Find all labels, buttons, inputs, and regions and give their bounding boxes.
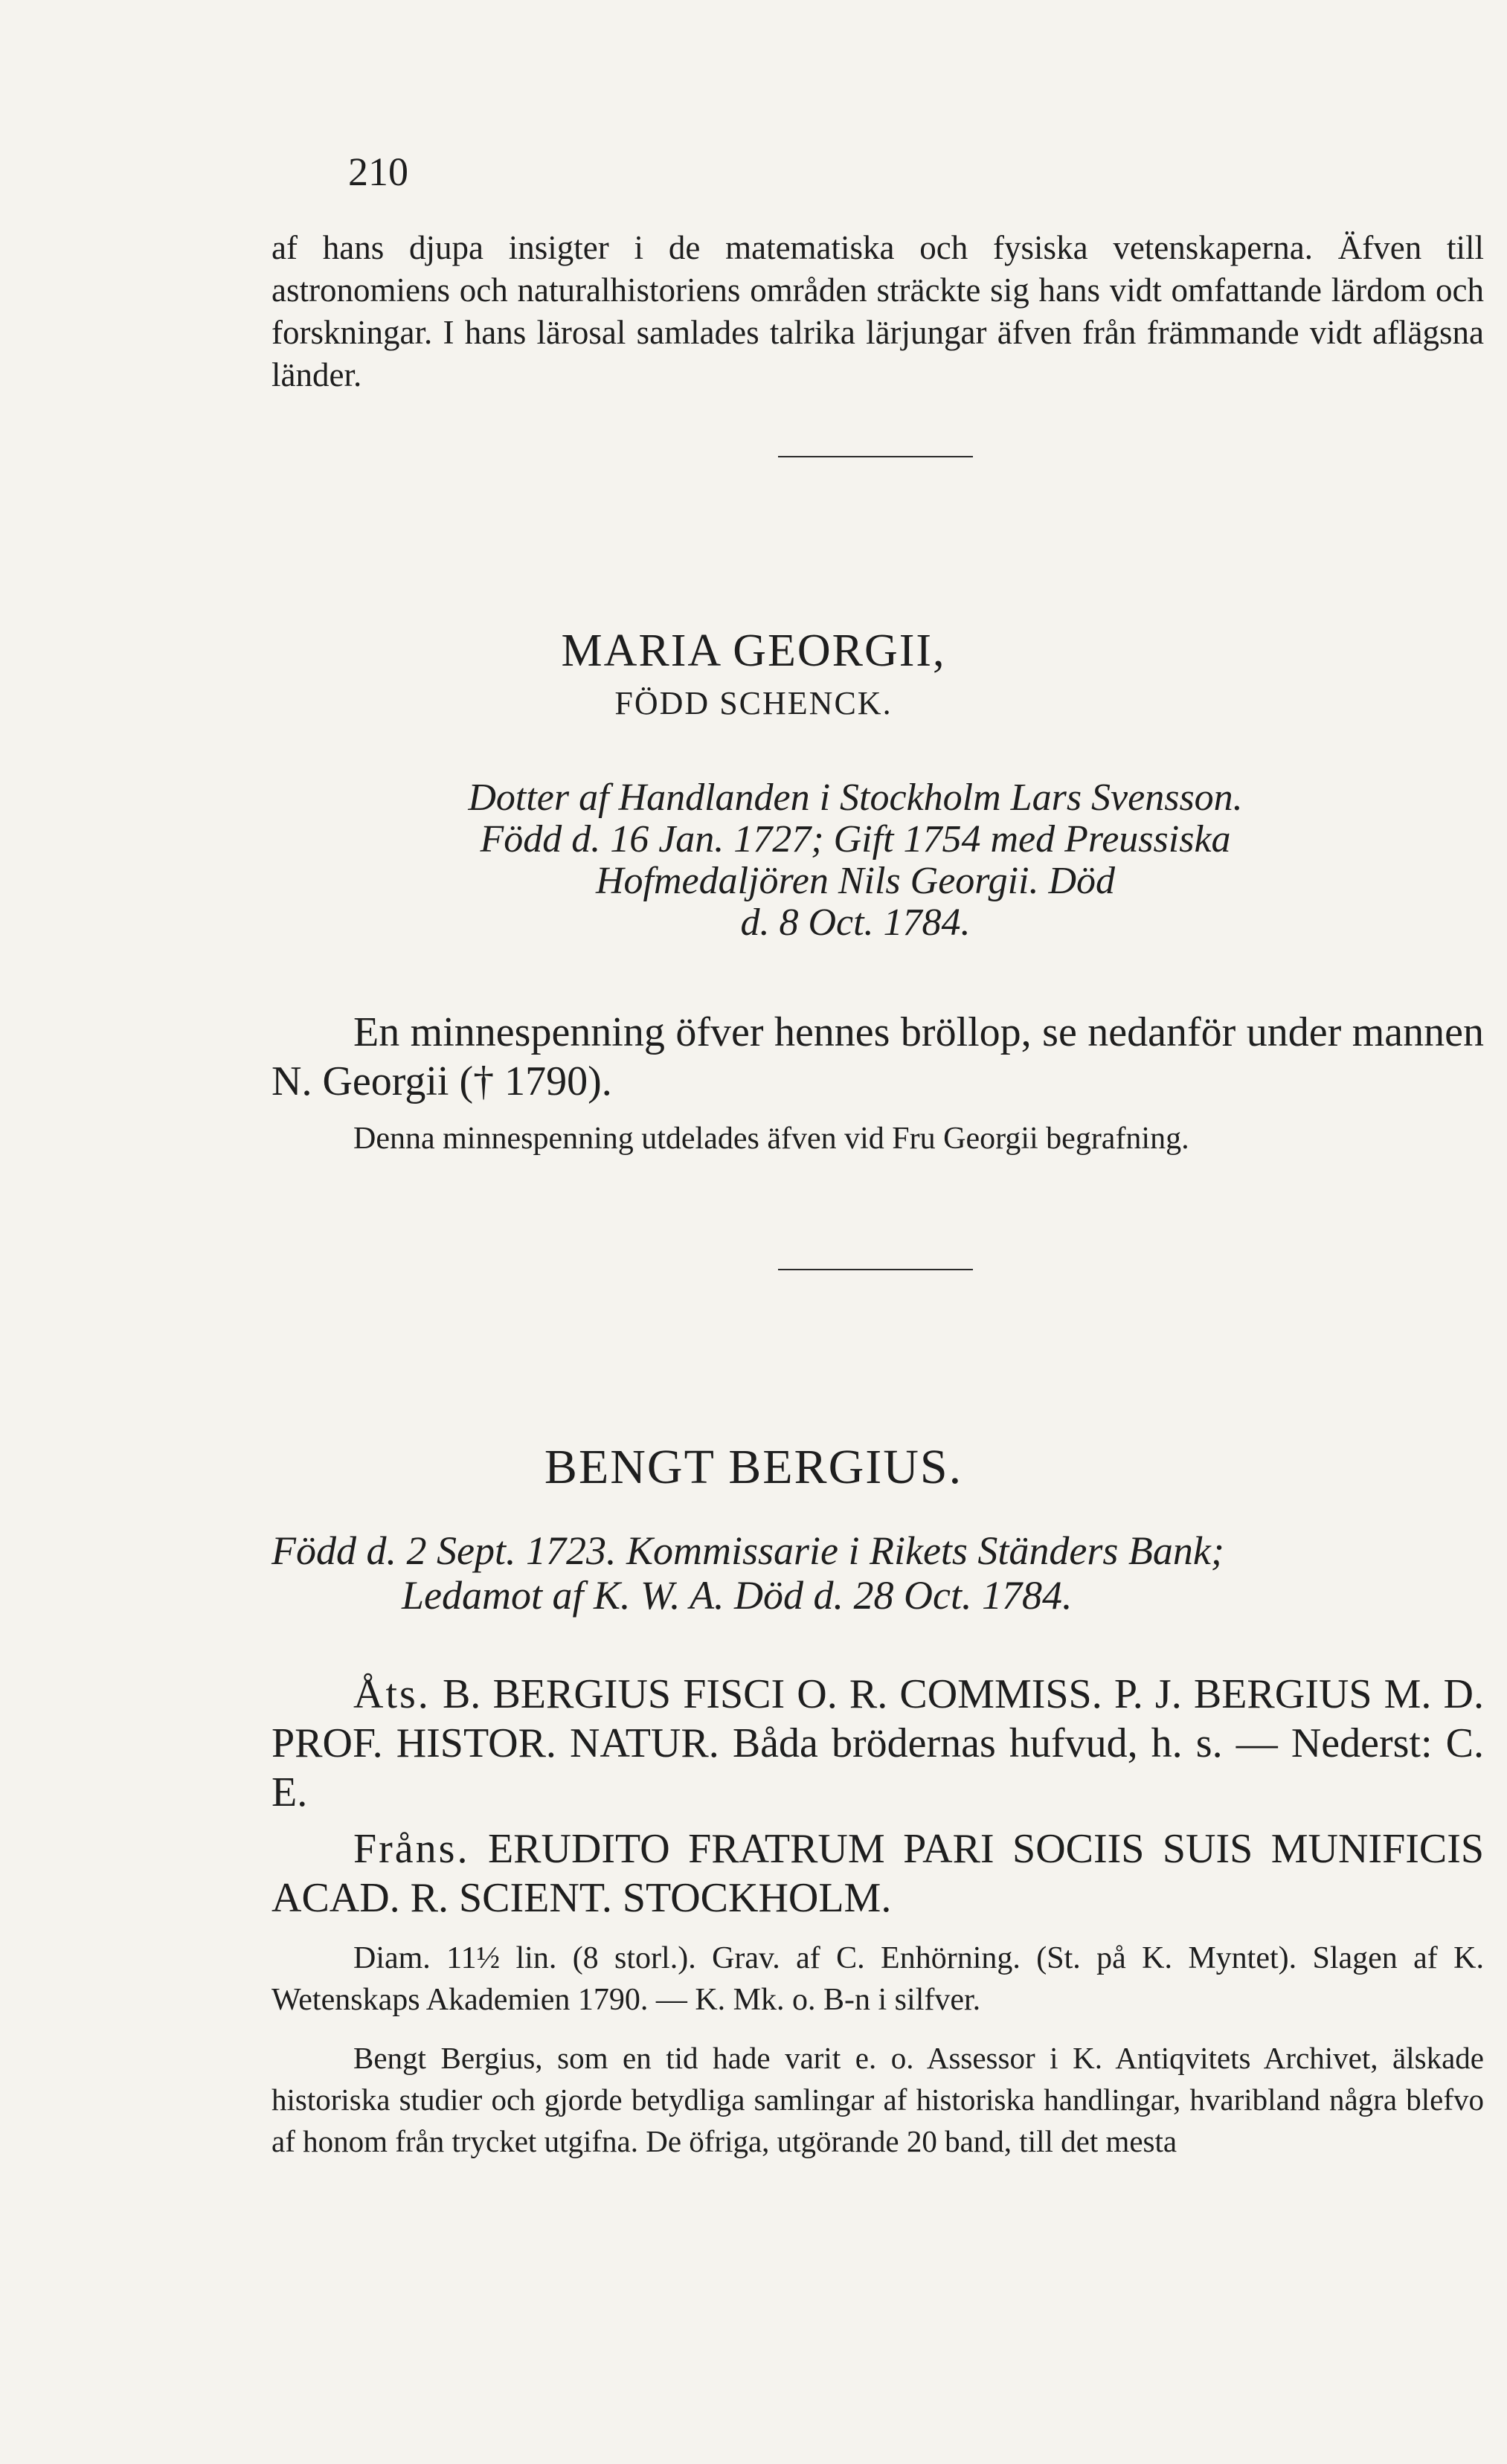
bengt-bio-line-1: Född d. 2 Sept. 1723. Kommissarie i Rikets Ständers Bank;	[271, 1528, 1224, 1573]
maria-funeral-note: Denna minnespenning utdelades äfven vid Fru Georgii begrafning.	[353, 1122, 1189, 1156]
bengt-bio	[271, 1528, 1484, 1618]
maria-bio-line-2: Född d. 16 Jan. 1727; Gift 1754 med Preussiska	[480, 818, 1231, 861]
maria-subtitle	[0, 684, 1507, 722]
maria-subtitle-text: FÖDD SCHENCK.	[614, 685, 893, 721]
reverse-text: ERUDITO FRATRUM PARI SOCIIS SUIS MUNIFICIS ACAD. R. SCIENT. STOCKHOLM.	[271, 1826, 1485, 1921]
maria-name-heading: MARIA GEORGII,	[561, 625, 946, 676]
intro-paragraph: af hans djupa insigter i de matematiska och fysiska vetenskaperna. Äfven till astronomiens och naturalhistoriens områden sträckte sig hans vidt omfattande lärdom och forskningar. I hans lärosal samlades talrika lärjungar äfven från främmande vidt aflägsna länder.	[271, 229, 1484, 393]
obverse-text: B. BERGIUS FISCI O. R. COMMISS. P. J. BERGIUS M. D. PROF. HISTOR. NATUR. Båda brödernas hufvud, h. s. — Nederst: C. E.	[271, 1671, 1484, 1815]
obverse-paragraph	[271, 1670, 1484, 1817]
maria-bio-line-3: Hofmedaljören Nils Georgii. Död	[595, 860, 1116, 902]
section-divider	[778, 456, 973, 457]
closing-paragraph: Bengt Bergius, som en tid hade varit e. o. Assessor i K. Antiqvitets Archivet, älskade historiska studier och gjorde betydliga samlingar af historiska handlingar, hvaribland några blefvo af honom från trycket utgifna. De öfriga, utgörande 20 band, till det mesta	[271, 2041, 1484, 2158]
maria-medal-note: En minnespenning öfver hennes bröllop, se nedanför under mannen N. Georgii († 1790).	[271, 1009, 1484, 1104]
maria-bio-line-4: d. 8 Oct. 1784.	[740, 901, 971, 944]
reverse-label: Fråns.	[353, 1826, 470, 1872]
reverse-paragraph	[271, 1824, 1484, 1923]
intro-section	[271, 227, 1484, 396]
bengt-name-heading: BENGT BERGIUS.	[544, 1440, 963, 1494]
section-divider-2	[778, 1269, 973, 1270]
page-number: 210	[348, 149, 408, 194]
maria-notes	[271, 1008, 1484, 1159]
obverse-label: Åts.	[353, 1671, 431, 1717]
bengt-medal-description	[271, 1670, 1484, 2162]
bengt-bio-line-2: Ledamot af K. W. A. Död d. 28 Oct. 1784.	[402, 1573, 1073, 1618]
medal-details: Diam. 11½ lin. (8 storl.). Grav. af C. Enhörning. (St. på K. Myntet). Slagen af K. Wetenskaps Akademien 1790. — K. Mk. o. B-n i silfver.	[271, 1941, 1484, 2017]
maria-bio-line-1: Dotter af Handlanden i Stockholm Lars Svensson.	[468, 776, 1243, 819]
maria-bio	[245, 777, 1465, 944]
